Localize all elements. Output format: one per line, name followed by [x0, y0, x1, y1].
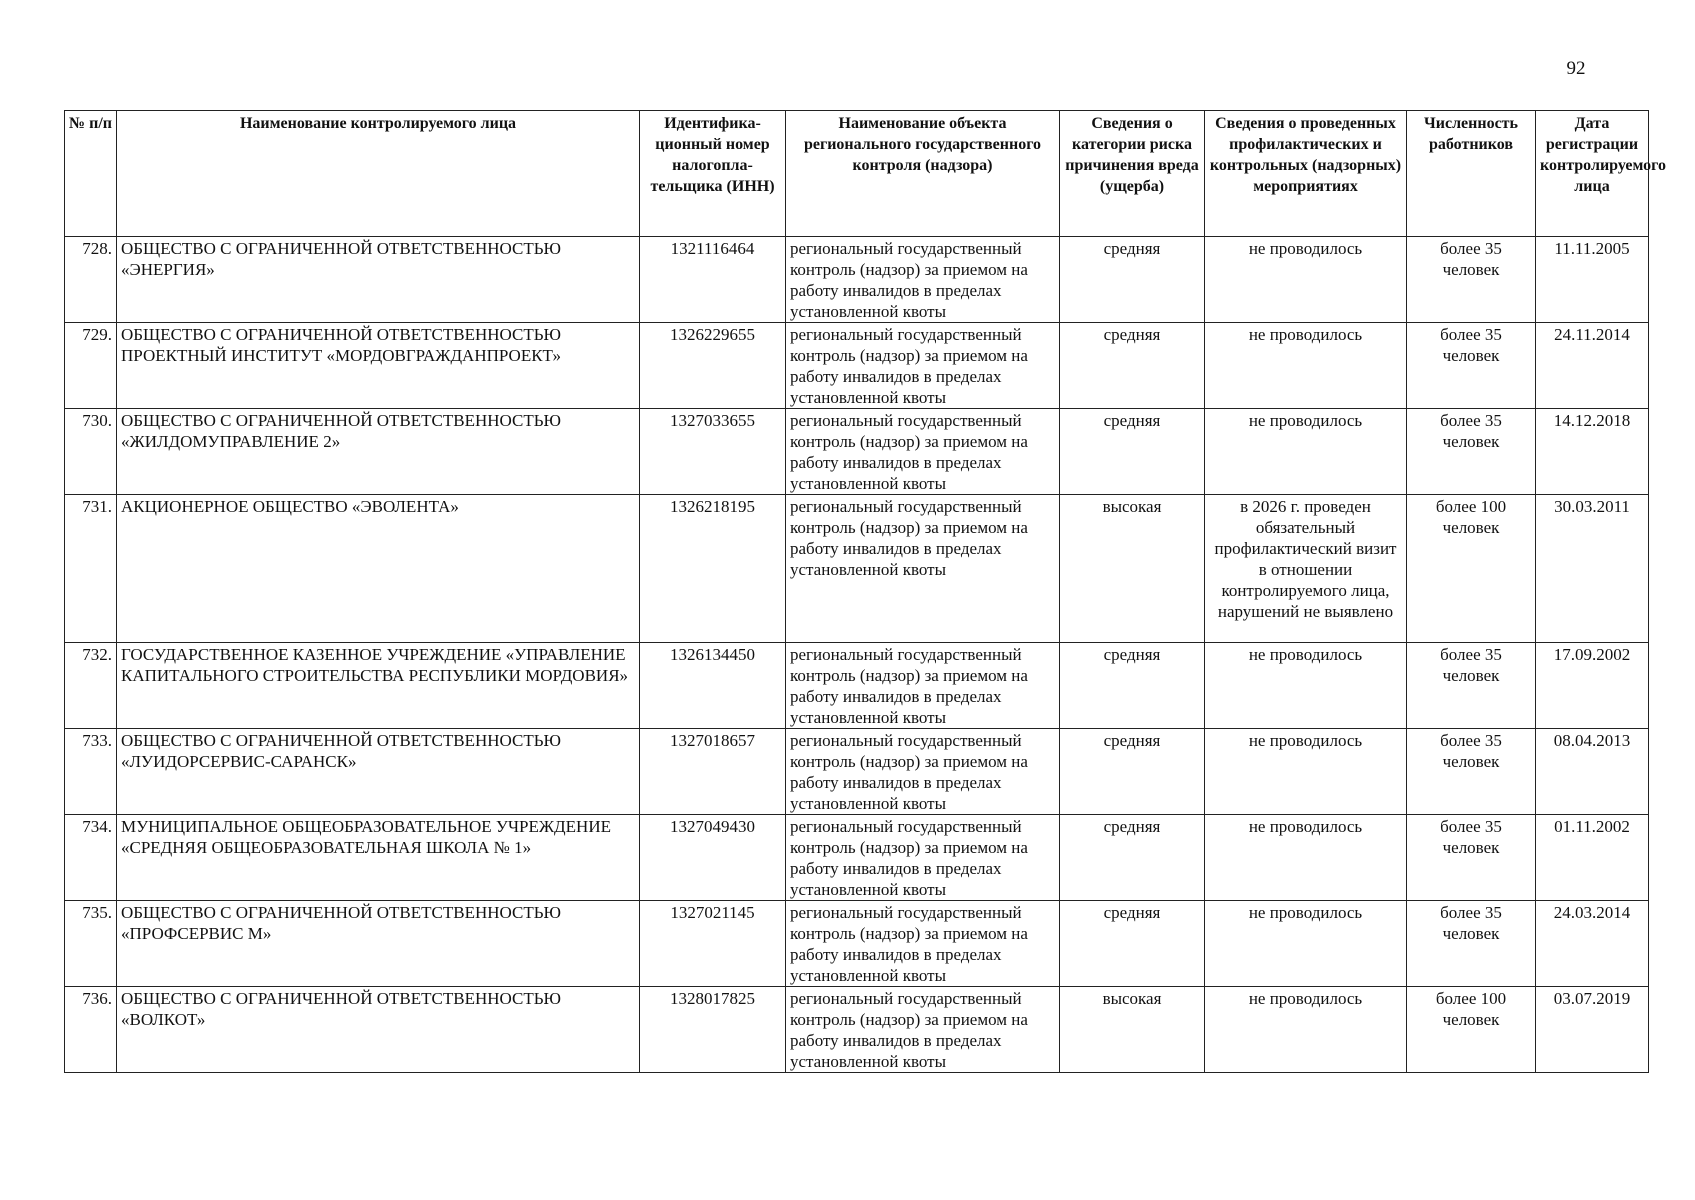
- table-row: [65, 495, 1649, 643]
- table-row: [65, 237, 1649, 323]
- header-object: Наименование объекта регионального государственного контроля (надзора): [786, 111, 1060, 237]
- control-object: региональный государственный контроль (надзор) за приемом на работу инвалидов в пределах установленной квоты: [786, 901, 1060, 987]
- registration-date: 11.11.2005: [1536, 237, 1649, 323]
- registration-date: 30.03.2011: [1536, 495, 1649, 643]
- risk-category: средняя: [1060, 409, 1205, 495]
- events-info: не проводилось: [1205, 409, 1407, 495]
- header-num: № п/п: [65, 111, 117, 237]
- risk-category: высокая: [1060, 987, 1205, 1073]
- row-number: 735.: [65, 901, 117, 987]
- entity-name: ОБЩЕСТВО С ОГРАНИЧЕННОЙ ОТВЕТСТВЕННОСТЬЮ «ЖИЛДОМУПРАВЛЕНИЕ 2»: [117, 409, 640, 495]
- registration-date: 24.11.2014: [1536, 323, 1649, 409]
- inn-value: 1328017825: [640, 987, 786, 1073]
- control-object: региональный государственный контроль (надзор) за приемом на работу инвалидов в пределах установленной квоты: [786, 643, 1060, 729]
- inn-value: 1321116464: [640, 237, 786, 323]
- inn-value: 1326229655: [640, 323, 786, 409]
- staff-count: более 35 человек: [1407, 815, 1536, 901]
- control-object: региональный государственный контроль (надзор) за приемом на работу инвалидов в пределах установленной квоты: [786, 815, 1060, 901]
- row-number: 733.: [65, 729, 117, 815]
- row-number: 728.: [65, 237, 117, 323]
- entity-name: АКЦИОНЕРНОЕ ОБЩЕСТВО «ЭВОЛЕНТА»: [117, 495, 640, 643]
- staff-count: более 100 человек: [1407, 495, 1536, 643]
- registry-table: [64, 110, 1667, 1073]
- risk-category: средняя: [1060, 323, 1205, 409]
- events-info: не проводилось: [1205, 729, 1407, 815]
- header-inn: Идентифика-ционный номер налогопла-тельщика (ИНН): [640, 111, 786, 237]
- events-info: не проводилось: [1205, 815, 1407, 901]
- events-info: не проводилось: [1205, 323, 1407, 409]
- staff-count: более 35 человек: [1407, 237, 1536, 323]
- risk-category: средняя: [1060, 643, 1205, 729]
- header-risk: Сведения о категории риска причинения вреда (ущерба): [1060, 111, 1205, 237]
- row-number: 734.: [65, 815, 117, 901]
- staff-count: более 35 человек: [1407, 643, 1536, 729]
- table-header: [65, 111, 1667, 237]
- table-row: [65, 901, 1649, 987]
- control-object: региональный государственный контроль (надзор) за приемом на работу инвалидов в пределах установленной квоты: [786, 409, 1060, 495]
- entity-name: ГОСУДАРСТВЕННОЕ КАЗЕННОЕ УЧРЕЖДЕНИЕ «УПРАВЛЕНИЕ КАПИТАЛЬНОГО СТРОИТЕЛЬСТВА РЕСПУБЛИКИ МОРДОВИЯ»: [117, 643, 640, 729]
- row-number: 730.: [65, 409, 117, 495]
- risk-category: средняя: [1060, 901, 1205, 987]
- inn-value: 1326218195: [640, 495, 786, 643]
- risk-category: высокая: [1060, 495, 1205, 643]
- page-number: 92: [1566, 58, 1586, 79]
- row-number: 731.: [65, 495, 117, 643]
- table-row: [65, 643, 1649, 729]
- events-info: не проводилось: [1205, 237, 1407, 323]
- entity-name: ОБЩЕСТВО С ОГРАНИЧЕННОЙ ОТВЕТСТВЕННОСТЬЮ «ПРОФСЕРВИС М»: [117, 901, 640, 987]
- header-row: [65, 111, 1649, 237]
- entity-name: МУНИЦИПАЛЬНОЕ ОБЩЕОБРАЗОВАТЕЛЬНОЕ УЧРЕЖДЕНИЕ «СРЕДНЯЯ ОБЩЕОБРАЗОВАТЕЛЬНАЯ ШКОЛА № 1»: [117, 815, 640, 901]
- registration-date: 01.11.2002: [1536, 815, 1649, 901]
- staff-count: более 35 человек: [1407, 323, 1536, 409]
- risk-category: средняя: [1060, 815, 1205, 901]
- inn-value: 1326134450: [640, 643, 786, 729]
- entity-name: ОБЩЕСТВО С ОГРАНИЧЕННОЙ ОТВЕТСТВЕННОСТЬЮ «ЛУИДОРСЕРВИС-САРАНСК»: [117, 729, 640, 815]
- header-events: Сведения о проведенных профилактических и контрольных (надзорных) мероприятиях: [1205, 111, 1407, 237]
- entity-name: ОБЩЕСТВО С ОГРАНИЧЕННОЙ ОТВЕТСТВЕННОСТЬЮ «ЭНЕРГИЯ»: [117, 237, 640, 323]
- registration-date: 14.12.2018: [1536, 409, 1649, 495]
- risk-category: средняя: [1060, 237, 1205, 323]
- table-row: [65, 729, 1649, 815]
- inn-value: 1327018657: [640, 729, 786, 815]
- table-row: [65, 815, 1649, 901]
- table-row: [65, 323, 1649, 409]
- header-date: Дата регистрации контролируемого лица: [1536, 111, 1649, 237]
- inn-value: 1327049430: [640, 815, 786, 901]
- staff-count: более 35 человек: [1407, 901, 1536, 987]
- control-object: региональный государственный контроль (надзор) за приемом на работу инвалидов в пределах установленной квоты: [786, 987, 1060, 1073]
- events-info: не проводилось: [1205, 901, 1407, 987]
- staff-count: более 35 человек: [1407, 409, 1536, 495]
- events-info: не проводилось: [1205, 987, 1407, 1073]
- registration-date: 03.07.2019: [1536, 987, 1649, 1073]
- risk-category: средняя: [1060, 729, 1205, 815]
- table-row: [65, 987, 1649, 1073]
- registration-date: 08.04.2013: [1536, 729, 1649, 815]
- row-number: 732.: [65, 643, 117, 729]
- entity-name: ОБЩЕСТВО С ОГРАНИЧЕННОЙ ОТВЕТСТВЕННОСТЬЮ «ВОЛКОТ»: [117, 987, 640, 1073]
- control-object: региональный государственный контроль (надзор) за приемом на работу инвалидов в пределах установленной квоты: [786, 323, 1060, 409]
- events-info: не проводилось: [1205, 643, 1407, 729]
- row-number: 736.: [65, 987, 117, 1073]
- header-staff: Численность работников: [1407, 111, 1536, 237]
- control-object: региональный государственный контроль (надзор) за приемом на работу инвалидов в пределах установленной квоты: [786, 237, 1060, 323]
- control-object: региональный государственный контроль (надзор) за приемом на работу инвалидов в пределах установленной квоты: [786, 495, 1060, 643]
- inn-value: 1327021145: [640, 901, 786, 987]
- table-body: [65, 237, 1649, 1073]
- table-row: [65, 409, 1649, 495]
- staff-count: более 100 человек: [1407, 987, 1536, 1073]
- registration-date: 24.03.2014: [1536, 901, 1649, 987]
- events-info: в 2026 г. проведен обязательный профилактический визит в отношении контролируемого лица, нарушений не выявлено: [1205, 495, 1407, 643]
- registration-date: 17.09.2002: [1536, 643, 1649, 729]
- staff-count: более 35 человек: [1407, 729, 1536, 815]
- inn-value: 1327033655: [640, 409, 786, 495]
- header-name: Наименование контролируемого лица: [117, 111, 640, 237]
- row-number: 729.: [65, 323, 117, 409]
- entity-name: ОБЩЕСТВО С ОГРАНИЧЕННОЙ ОТВЕТСТВЕННОСТЬЮ ПРОЕКТНЫЙ ИНСТИТУТ «МОРДОВГРАЖДАНПРОЕКТ»: [117, 323, 640, 409]
- control-object: региональный государственный контроль (надзор) за приемом на работу инвалидов в пределах установленной квоты: [786, 729, 1060, 815]
